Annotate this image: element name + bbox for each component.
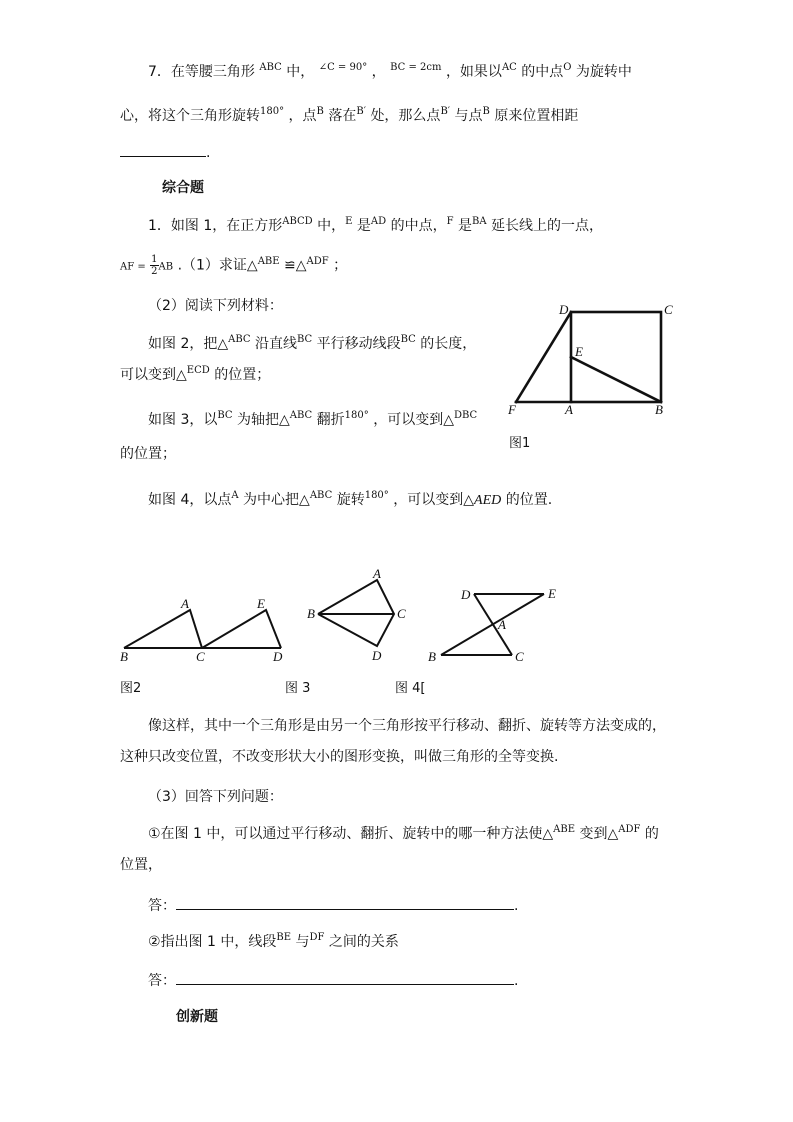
- answer-2-line: 答： .: [148, 970, 518, 991]
- math-180: 180°: [364, 490, 389, 501]
- math-b-prime: B′: [440, 106, 451, 117]
- fig3-label-c: C: [397, 606, 406, 621]
- figure-1: [500, 300, 680, 425]
- fig1-square: [571, 312, 661, 402]
- p6-line-1: 像这样，其中一个三角形是由另一个三角形按平行移动、翻折、旋转等方法变成的，: [148, 718, 666, 734]
- section2-title: 创新题: [176, 1009, 218, 1025]
- answer-blank[interactable]: [120, 142, 206, 157]
- fig1-label-d: D: [559, 302, 569, 317]
- math-af: AF =: [120, 261, 146, 273]
- p3-line-2: 可以变到△$^{ECD}$ 的位置；: [120, 365, 271, 383]
- fig2-triangle-ecd: [202, 610, 281, 648]
- fig4-segment-ec: [441, 594, 544, 655]
- figure-3: [300, 560, 420, 670]
- math-abc: ABC: [289, 410, 313, 421]
- figure-4-caption: 图 4[: [395, 681, 426, 696]
- q7-line-2: [120, 106, 578, 128]
- p7-line: （3）回答下列问题：: [148, 789, 283, 805]
- math-aed: AED: [474, 493, 502, 508]
- q7-text: 为旋转中: [575, 64, 632, 80]
- answer-1-line: 答： .: [148, 895, 518, 916]
- figure-4: [420, 580, 570, 670]
- math-abc: ABC: [228, 334, 251, 345]
- q7-line-1: [148, 62, 632, 84]
- math-abc: ABC: [309, 490, 333, 501]
- fig3-label-b: B: [307, 606, 315, 621]
- p3-line-1: 如图 2，把△$^{ABC}$ 沿直线$^{BC}$ 平行移动线段$^{BC}$ 的长度，: [148, 334, 477, 352]
- math-f: F: [446, 216, 454, 227]
- p2-line: （2）阅读下列材料：: [148, 298, 283, 314]
- math-bc-length: BC = 2cm: [390, 62, 442, 73]
- math-o: O: [563, 62, 572, 73]
- p4-line-2: 的位置；: [120, 446, 176, 462]
- math-a: A: [231, 490, 239, 501]
- math-bc: BC: [400, 334, 416, 345]
- math-ab: AB: [158, 261, 174, 273]
- math-ad: AD: [370, 216, 387, 227]
- fig1-label-f: F: [508, 402, 516, 417]
- math-ecd: ECD: [186, 365, 210, 376]
- p4-line-1: 如图 3，以$^{BC}$ 为轴把△$^{ABC}$ 翻折$^{180^\circ}$ ，可以变到△$^{DBC}$: [148, 410, 478, 428]
- answer-1-blank[interactable]: [176, 895, 514, 910]
- math-180: 180°: [344, 410, 369, 421]
- math-ba: BA: [472, 216, 487, 227]
- p9-line: ②指出图 1 中，线段$^{BE}$ 与$^{DF}$ 之间的关系: [148, 932, 399, 950]
- figure-1-caption: 图1: [509, 436, 531, 451]
- math-abc: ABC: [259, 62, 282, 73]
- fig4-label-c: C: [515, 649, 524, 664]
- fig1-label-c: C: [664, 302, 673, 317]
- math-adf: ADF: [618, 824, 641, 835]
- q7-text: ，如果以: [445, 64, 502, 80]
- fig2-triangle-abc: [124, 610, 202, 648]
- math-bc: BC: [217, 410, 233, 421]
- fig1-segment-fd: [516, 312, 571, 402]
- p1-line-2: AF = $\frac{1}{2}$ AB .（1）求证△$^{ABE}$ ≌△$^{ADF}$ ；: [120, 254, 348, 277]
- q7-text: 的中点: [521, 64, 564, 80]
- fig1-label-b: B: [655, 402, 663, 417]
- q7-text: ，点: [288, 108, 317, 124]
- q7-text: 在等腰三角形: [170, 64, 255, 80]
- fig2-label-c: C: [196, 649, 205, 664]
- fig3-label-d: D: [372, 648, 382, 663]
- math-180: 180°: [260, 106, 285, 117]
- math-e: E: [345, 216, 353, 227]
- math-abcd: ABCD: [282, 216, 313, 227]
- q7-text: ，: [371, 64, 386, 80]
- fig1-label-a: A: [565, 402, 573, 417]
- q7-text: 心，将这个三角形旋转: [120, 108, 260, 124]
- math-angle-c: ∠C = 90°: [318, 62, 368, 73]
- fig2-label-e: E: [257, 596, 265, 611]
- fig4-label-b: B: [428, 649, 436, 664]
- figure-3-caption: 图 3: [285, 681, 311, 696]
- fraction-one-half: $\frac{1}{2}$: [151, 254, 158, 277]
- q7-text: 处，那么点: [370, 108, 441, 124]
- math-dbc: DBC: [453, 410, 478, 421]
- math-b-prime: B′: [356, 106, 366, 117]
- q7-text: 原来位置相距: [494, 108, 579, 124]
- math-bc: BC: [297, 334, 313, 345]
- fig4-label-e: E: [548, 586, 556, 601]
- fig1-label-e: E: [575, 344, 583, 359]
- math-df: DF: [309, 932, 325, 943]
- math-be: BE: [276, 932, 292, 943]
- q7-text: 与点: [454, 108, 483, 124]
- fig2-label-d: D: [273, 649, 283, 664]
- p8-line-2: 位置，: [120, 857, 162, 873]
- fig2-label-b: B: [120, 649, 128, 664]
- math-abe: ABE: [257, 255, 280, 267]
- section-title: 综合题: [162, 180, 204, 196]
- fig4-label-a: A: [498, 617, 506, 632]
- q7-answer-line: .: [120, 142, 210, 163]
- p6-line-2: 这种只改变位置，不改变形状大小的图形变换，叫做三角形的全等变换.: [120, 749, 559, 765]
- math-adf: ADF: [306, 255, 329, 267]
- q7-number: 7．: [148, 64, 171, 80]
- math-b: B: [316, 106, 324, 117]
- math-b: B: [482, 106, 490, 117]
- math-ac: AC: [501, 62, 517, 73]
- q7-text: 中，: [286, 64, 315, 80]
- answer-2-blank[interactable]: [176, 970, 514, 985]
- figure-2: [115, 590, 295, 670]
- p5-line: 如图 4，以点$^A$ 为中心把△$^{ABC}$ 旋转$^{180^\circ}$ ，可以变到△AED 的位置.: [148, 490, 553, 508]
- fig2-label-a: A: [181, 596, 189, 611]
- p1-line-1: 1．如图 1，在正方形$^{ABCD}$ 中，$^E$ 是$^{AD}$ 的中点，$^F$ 是$^{BA}$ 延长线上的一点，: [148, 216, 604, 234]
- fig1-segment-eb: [571, 357, 661, 402]
- figure-2-caption: 图2: [120, 681, 142, 696]
- q7-text: 落在: [328, 108, 357, 124]
- p8-line-1: ①在图 1 中，可以通过平行移动、翻折、旋转中的哪一种方法使△$^{ABE}$ 变到△$^{ADF}$ 的: [148, 824, 659, 842]
- fig3-label-a: A: [373, 566, 381, 581]
- math-abe: ABE: [553, 824, 575, 835]
- fig4-label-d: D: [461, 587, 471, 602]
